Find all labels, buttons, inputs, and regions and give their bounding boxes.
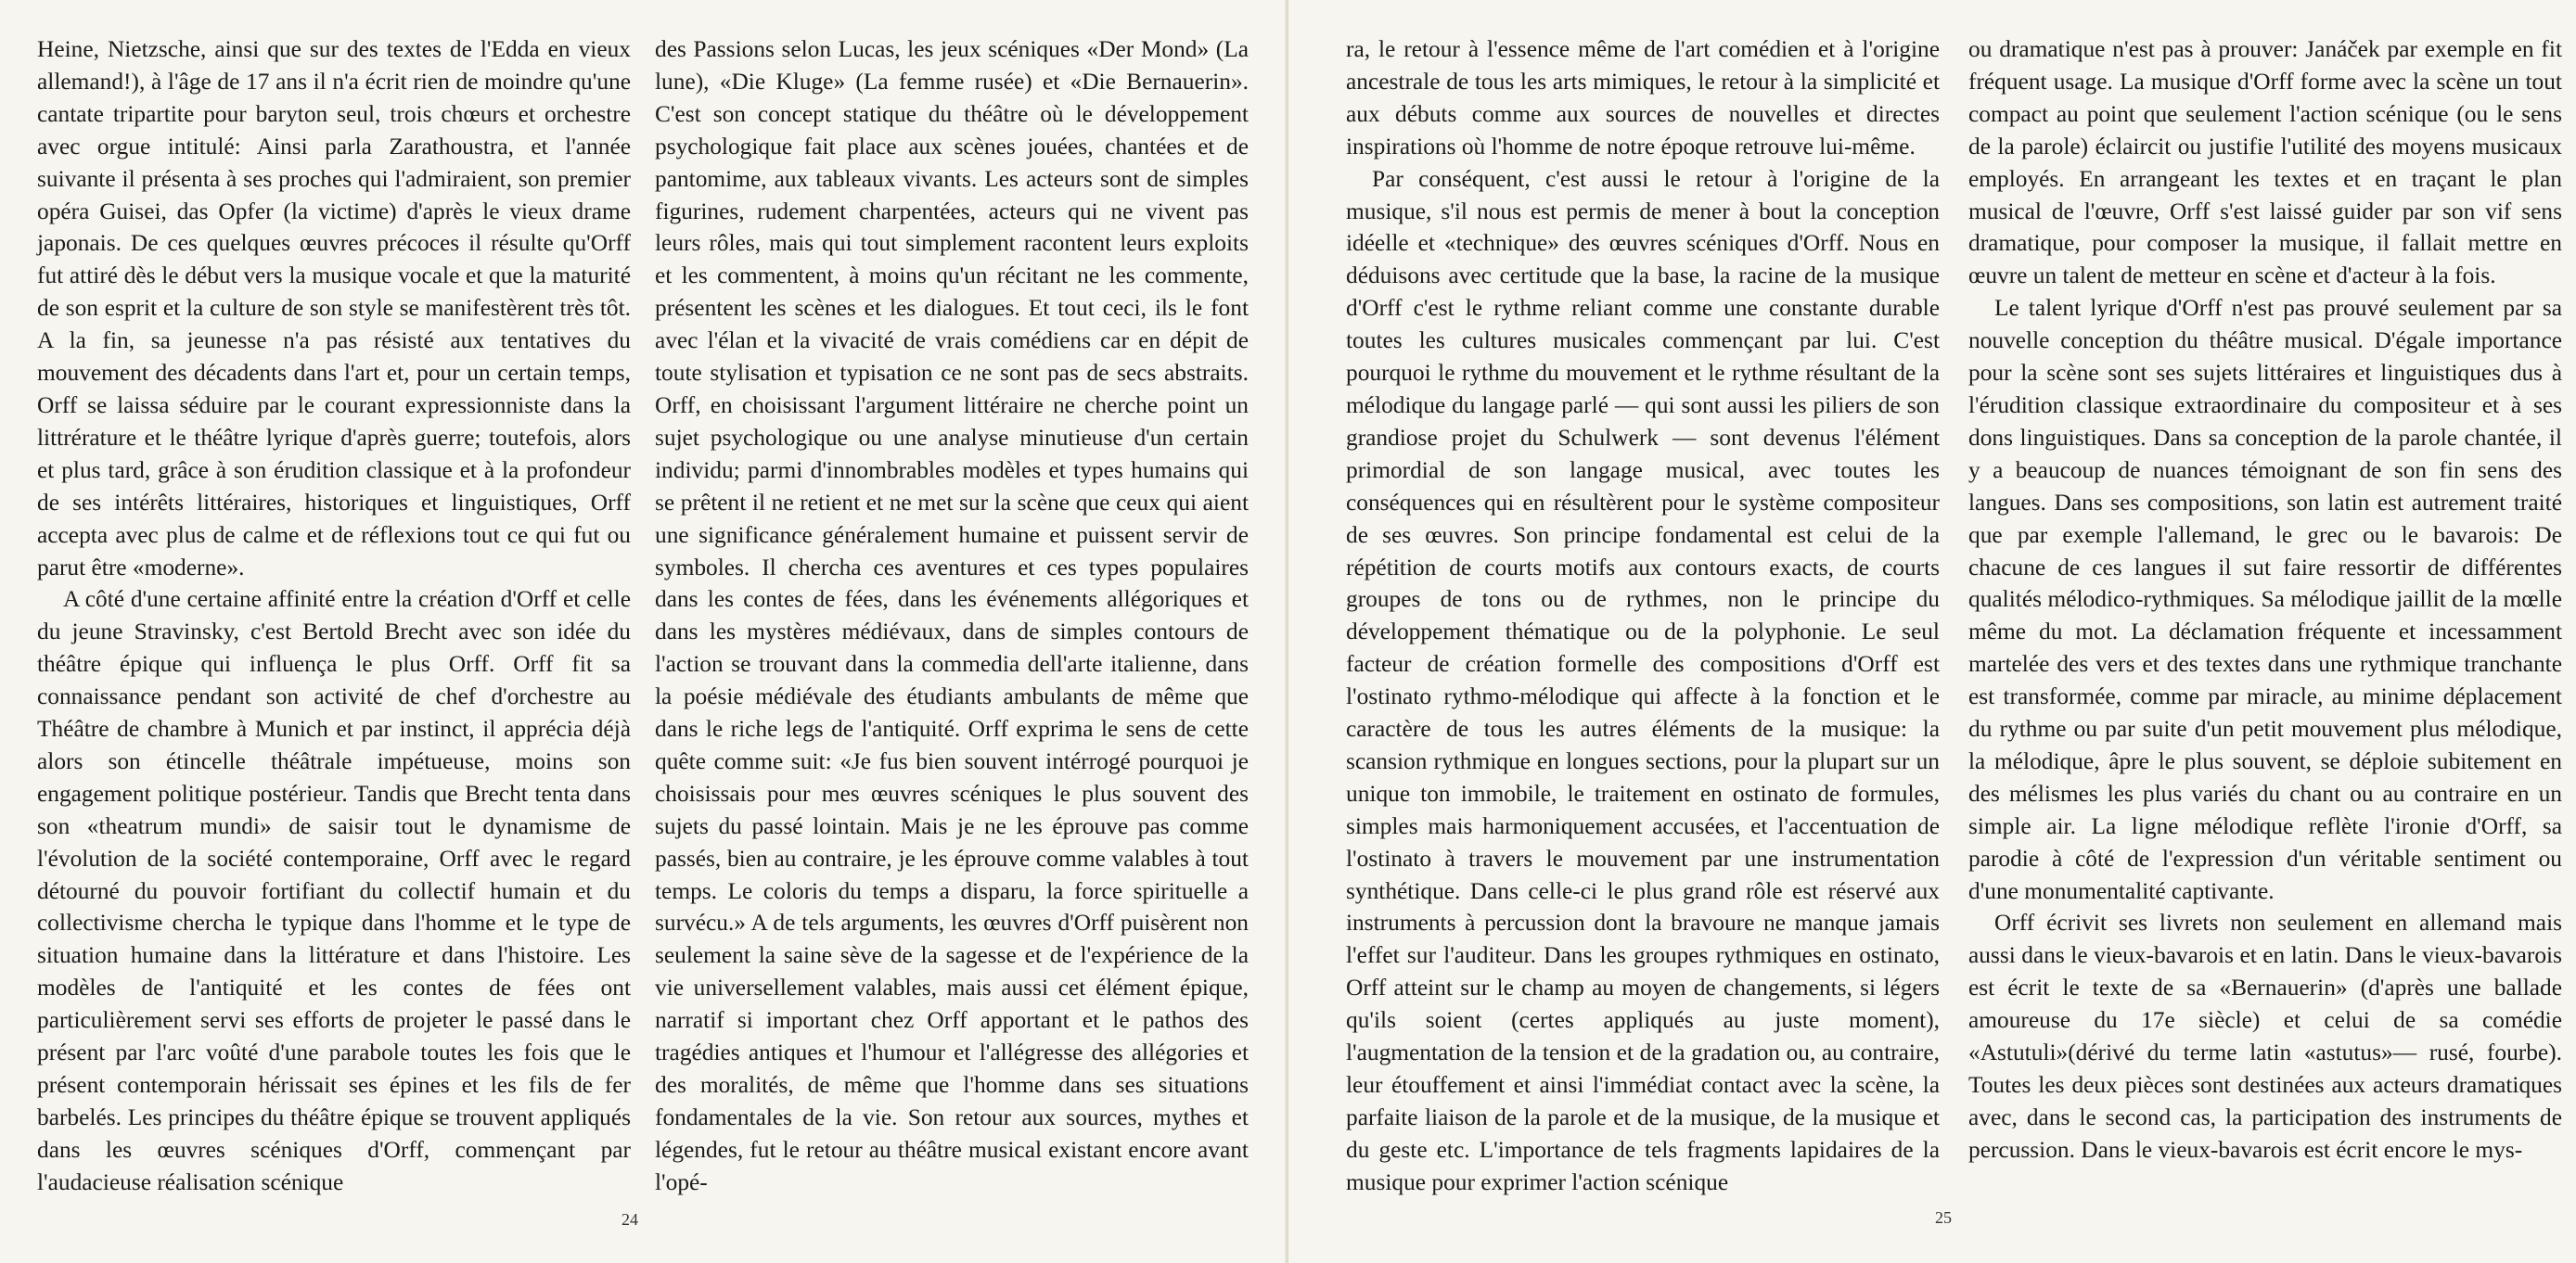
paragraph: Le talent lyrique d'Orff n'est pas prouvé seulement par sa nouvelle conception du théâtre musical. D'égale importance pour la scène sont ses sujets littéraires et linguistiques dus à l'érudition classique extraordinaire du compositeur et à ses dons linguistiques. Dans sa conception de la parole chantée, il y a beaucoup de nuances témoignant de son fin sens des langues. Dans ses compositions, son latin est autrement traité que par exemple l'allemand, le grec ou le bavarois: De chacune de ces langues il sut faire ressortir de différentes qualités mélodico-rythmiques. Sa mélodique jaillit de la mœlle même du mot. La déclamation fréquente et incessamment martelée des vers et des textes dans une rythmique tranchante est transformée, comme par miracle, au minime déplacement du rythme ou par suite d'un petit mouvement plus mélodique, la mélodique, âpre le plus souvent, se déploie subitement en des mélismes les plus variés du chant ou au contraire en un simple air. La ligne mélodique reflète l'ironie d'Orff, sa parodie à côté de l'expression d'un véritable sentiment ou d'une monumentalité captivante.	[1968, 295, 2562, 904]
paragraph: ou dramatique n'est pas à prouver: Janáček par exemple en fit fréquent usage. La musique d'Orff forme avec la scène un tout compact au point que seulement l'action scénique (ou le sens de la parole) éclaircit ou justifie l'utilité des moyens musicaux employés. En arrangeant les textes et en traçant le plan musical de l'œuvre, Orff s'est laissé guider par son vif sens dramatique, pour composer la musique, il fallait mettre en œuvre un talent de metteur en scène et d'acteur à la fois.	[1968, 36, 2562, 289]
right-page-column-1	[1346, 33, 1940, 1199]
paragraph: ra, le retour à l'essence même de l'art comédien et à l'origine ancestrale de tous les arts mimiques, le retour à la simplicité et aux débuts comme aux sources de nouvelles et directes inspirations où l'homme de notre époque retrouve lui-même.	[1346, 36, 1940, 159]
right-page-column-2	[1968, 33, 2562, 1167]
left-page-column-2	[655, 33, 1249, 1199]
left-page-column-1	[37, 33, 631, 1199]
paragraph: Par conséquent, c'est aussi le retour à l'origine de la musique, s'il nous est permis de mener à bout la conception idéelle et «technique» des œuvres scéniques d'Orff. Nous en déduisons avec certitude que la base, la racine de la musique d'Orff c'est le rythme reliant comme une constante durable toutes les cultures musicales commençant par lui. C'est pourquoi le rythme du mouvement et le rythme résultant de la mélodique du langage parlé — qui sont aussi les piliers de son grandiose projet du Schulwerk — sont devenus l'élément primordial de son langage musical, avec toutes les conséquences qui en résultèrent pour le système compositeur de ses œuvres. Son principe fondamental est celui de la répétition de courts motifs aux contours exacts, de courts groupes de tons ou de rythmes, non le principe du développement thématique ou de la polyphonie. Le seul facteur de création formelle des compositions d'Orff est l'ostinato rythmo-mélodique qui affecte à la fonction et le caractère de tous les autres éléments de la musique: la scansion rythmique en longues sections, pour la plupart sur un unique ton immobile, le traitement en ostinato de formules, simples mais harmoniquement accusées, et l'accentuation de l'ostinato à travers le mouvement par une instrumentation synthétique. Dans celle-ci le plus grand rôle est réservé aux instruments à percussion dont la bravoure ne manque jamais l'effet sur l'auditeur. Dans les groupes rythmiques en ostinato, Orff atteint sur le champ au moyen de changements, si légers qu'ils soient (certes appliqués au juste moment), l'augmentation de la tension et de la gradation ou, au contraire, leur étouffement et ainsi l'immédiat contact avec la scène, la parfaite liaison de la parole et de la musique, de la musique et du geste etc. L'importance de tels fragments lapidaires de la musique pour exprimer l'action scénique	[1346, 165, 1940, 1195]
page-number-left: 24	[622, 1210, 638, 1229]
page-number-right: 25	[1935, 1208, 1952, 1227]
paragraph: Orff écrivit ses livrets non seulement en allemand mais aussi dans le vieux-bavarois et en latin. Dans le vieux-bavarois est écrit le texte de sa «Bernauerin» (d'après une ballade amoureuse du 17e siècle) et celui de sa comédie «Astutuli»(dérivé du terme latin «astutus»— rusé, fourbe). Toutes les deux pièces sont destinées aux acteurs dramatiques avec, dans le second cas, la participation des instruments de percussion. Dans le vieux-bavarois est écrit encore le mys-	[1968, 910, 2562, 1163]
page-right	[1288, 0, 2576, 1263]
paragraph: Heine, Nietzsche, ainsi que sur des textes de l'Edda en vieux allemand!), à l'âge de 17 ans il n'a écrit rien de moindre qu'une cantate tripartite pour baryton seul, trois chœurs et orchestre avec orgue intitulé: Ainsi parla Zarathoustra, et l'année suivante il présenta à ses proches qui l'admiraient, son premier opéra Guisei, das Opfer (la victime) d'après le vieux drame japonais. De ces quelques œuvres précoces il résulte qu'Orff fut attiré dès le début vers la musique vocale et que la maturité de son esprit et la culture de son style se manifestèrent très tôt. A la fin, sa jeunesse n'a pas résisté aux tentatives du mouvement des décadents dans l'art et, pour un certain temps, Orff se laissa séduire par le courant expressionniste dans la littrérature et le théâtre lyrique d'après guerre; toutefois, alors et plus tard, grâce à son érudition classique et à la profondeur de ses intérêts littéraires, historiques et linguistiques, Orff accepta avec plus de calme et de réflexions tout ce qui fut ou parut être «moderne».	[37, 36, 631, 580]
paragraph: A côté d'une certaine affinité entre la création d'Orff et celle du jeune Stravinsky, c'est Bertold Brecht avec son idée du théâtre épique qui influença le plus Orff. Orff fit sa connaissance pendant son activité de chef d'orchestre au Théâtre de chambre à Munich et par instinct, il apprécia déjà alors son étincelle théâtrale impétueuse, moins son engagement politique postérieur. Tandis que Brecht tenta dans son «theatrum mundi» de saisir tout le dynamisme de l'évolution de la société contemporaine, Orff avec le regard détourné du pouvoir fortifiant du collectif humain et du collectivisme chercha le typique dans l'homme et le type de situation humaine dans la littérature et dans l'histoire. Les modèles de l'antiquité et les contes de fées ont particulièrement servi ses efforts de projeter le passé dans le présent par l'arc voûté d'une parabole toutes les fois que le présent contemporain hérissait ses épines et les fils de fer barbelés. Les principes du théâtre épique se trouvent appliqués dans les œuvres scéniques d'Orff, commençant par l'audacieuse réalisation scénique	[37, 586, 631, 1195]
paragraph: des Passions selon Lucas, les jeux scéniques «Der Mond» (La lune), «Die Kluge» (La femme rusée) et «Die Bernauerin». C'est son concept statique du théâtre où le développement psychologique fait place aux scènes jouées, chantées et de pantomime, aux tableaux vivants. Les acteurs sont de simples figurines, rudement charpentées, acteurs qui ne vivent pas leurs rôles, mais qui tout simplement racontent leurs exploits et les commentent, à moins qu'un récitant ne les commente, présentent les scènes et les dialogues. Et tout ceci, ils le font avec l'élan et la vivacité de vrais comédiens car en dépit de toute stylisation et typisation ce ne sont pas de secs abstraits. Orff, en choisissant l'argument littéraire ne cherche point un sujet psychologique ou une analyse minutieuse d'un certain individu; parmi d'innombrables modèles et types humains qui se prêtent il ne retient et ne met sur la scène que ceux qui aient une significance généralement humaine et puissent servir de symboles. Il chercha ces aventures et ces types populaires dans les contes de fées, dans les événements allégoriques et dans les mystères médiévaux, dans de simples contours de l'action se trouvant dans la commedia dell'arte italienne, dans la poésie médiévale des étudiants ambulants de même que dans le riche legs de l'antiquité. Orff exprima le sens de cette quête comme suit: «Je fus bien souvent intérrogé pourquoi je choisissais pour mes œuvres scéniques le plus souvent des sujets du passé lointain. Mais je ne les éprouve pas comme passés, bien au contraire, je les éprouve comme valables à tout temps. Le coloris du temps a disparu, la force spirituelle a survécu.» A de tels arguments, les œuvres d'Orff puisèrent non seulement la saine sève de la sagesse et de l'expérience de la vie universellement valables, mais aussi cet élément épique, narratif si important chez Orff apportant et le pathos des tragédies antiques et l'humour et l'allégresse des allégories et des moralités, de même que l'homme dans ses situations fondamentales de la vie. Son retour aux sources, mythes et légendes, fut le retour au théâtre musical existant encore avant l'opé-	[655, 36, 1249, 1195]
